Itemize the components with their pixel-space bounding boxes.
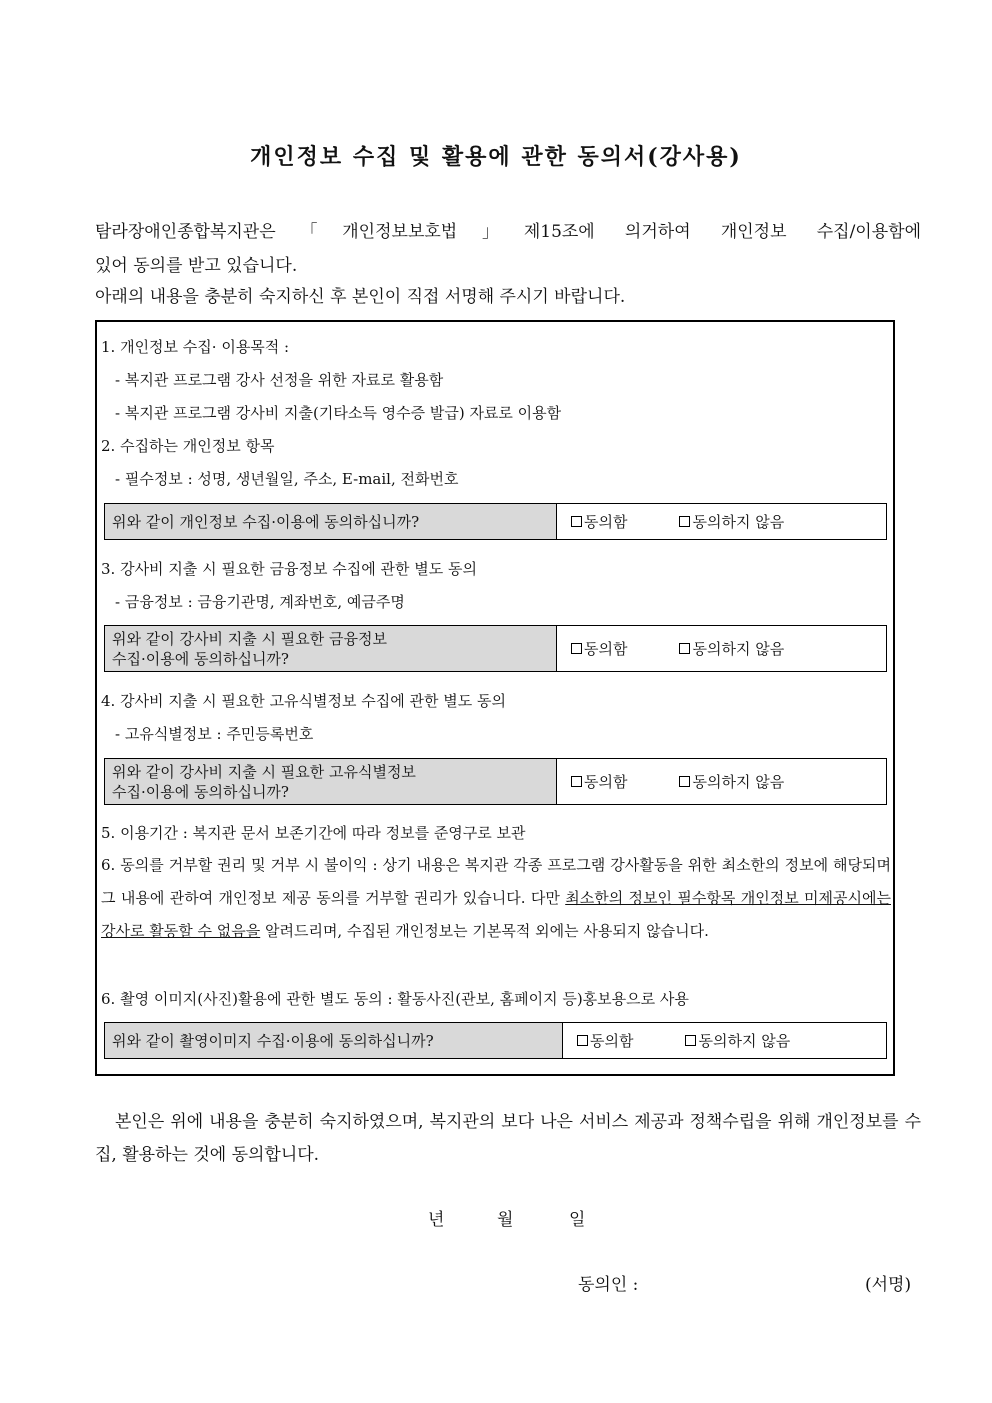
question-4-label: 위와 같이 촬영이미지 수집·이용에 동의하십니까?	[105, 1023, 563, 1058]
q1-disagree-checkbox[interactable]	[679, 511, 784, 532]
page-title: 개인정보 수집 및 활용에 관한 동의서(강사용)	[250, 144, 742, 170]
consent-box	[95, 320, 895, 1076]
section-6-text-2: 알려드리며, 수집된 개인정보는 기본목적 외에는 사용되지 않습니다.	[260, 922, 709, 940]
checkbox-icon	[685, 1035, 696, 1046]
q4-agree-checkbox[interactable]	[577, 1030, 633, 1051]
disagree-label: 동의하지 않음	[692, 640, 785, 658]
section-6b-title: 6. 촬영 이미지(사진)활용에 관한 별도 동의 : 활동사진(관보, 홈페이지 등)홍보용으로 사용	[101, 990, 689, 1008]
consent-question-1	[104, 503, 887, 540]
closing-statement: 본인은 위에 내용을 충분히 숙지하였으며, 복지관의 보다 나은 서비스 제공과 정책수립을 위해 개인정보를 수집, 활용하는 것에 동의합니다.	[95, 1112, 921, 1165]
section-3-item-1: - 금융정보 : 금융기관명, 계좌번호, 예금주명	[115, 593, 405, 611]
section-1-item-2: - 복지관 프로그램 강사비 지출(기타소득 영수증 발급) 자료로 이용함	[115, 404, 562, 422]
date-year: 년	[428, 1210, 445, 1230]
disagree-label: 동의하지 않음	[698, 1032, 791, 1050]
question-2-line-2: 수집·이용에 동의하십니까?	[112, 649, 289, 668]
checkbox-icon	[577, 1035, 588, 1046]
intro-line-3: 아래의 내용을 충분히 숙지하신 후 본인이 직접 서명해 주시기 바랍니다.	[95, 287, 626, 307]
q4-disagree-checkbox[interactable]	[685, 1030, 790, 1051]
question-2-label	[105, 626, 557, 671]
signer-label: 동의인 :	[578, 1275, 639, 1295]
section-2-item-1: - 필수정보 : 성명, 생년월일, 주소, E-mail, 전화번호	[115, 470, 459, 488]
disagree-label: 동의하지 않음	[692, 773, 785, 791]
date-month: 월	[497, 1210, 514, 1230]
section-1-item-1: - 복지관 프로그램 강사 선정을 위한 자료로 활용함	[115, 371, 444, 389]
q3-agree-checkbox[interactable]	[571, 771, 627, 792]
intro-line-2: 있어 동의를 받고 있습니다.	[95, 256, 298, 276]
agree-label: 동의함	[590, 1032, 634, 1050]
checkbox-icon	[679, 776, 690, 787]
consent-question-2	[104, 625, 887, 672]
agree-label: 동의함	[584, 773, 628, 791]
signature-label: (서명)	[865, 1275, 912, 1295]
question-3-line-1: 위와 같이 강사비 지출 시 필요한 고유식별정보	[112, 762, 416, 781]
checkbox-icon	[571, 516, 582, 527]
date-day: 일	[569, 1210, 586, 1230]
consent-question-3	[104, 758, 887, 805]
q3-disagree-checkbox[interactable]	[679, 771, 784, 792]
section-4-title: 4. 강사비 지출 시 필요한 고유식별정보 수집에 관한 별도 동의	[101, 692, 506, 710]
section-5: 5. 이용기간 : 복지관 문서 보존기간에 따라 정보를 준영구로 보관	[101, 824, 526, 842]
q2-disagree-checkbox[interactable]	[679, 638, 784, 659]
intro-line-1: 탐라장애인종합복지관은「개인정보보호법」제15조에 의거하여 개인정보 수집/이용함에	[95, 222, 921, 242]
agree-label: 동의함	[584, 513, 628, 531]
q2-agree-checkbox[interactable]	[571, 638, 627, 659]
question-2-line-1: 위와 같이 강사비 지출 시 필요한 금융정보	[112, 629, 387, 648]
agree-label: 동의함	[584, 640, 628, 658]
section-2-title: 2. 수집하는 개인정보 항목	[101, 437, 275, 455]
section-4-item-1: - 고유식별정보 : 주민등록번호	[115, 725, 314, 743]
checkbox-icon	[571, 643, 582, 654]
checkbox-icon	[679, 643, 690, 654]
question-3-line-2: 수집·이용에 동의하십니까?	[112, 782, 289, 801]
checkbox-icon	[679, 516, 690, 527]
section-6-paragraph	[101, 849, 891, 948]
q1-agree-checkbox[interactable]	[571, 511, 627, 532]
section-6-underlined: 최소한의 정보인 필수항목 개인정보 미제공시에는 강사로 활동할 수 없음을	[101, 889, 891, 940]
section-6-text-1: 6. 동의를 거부할 권리 및 거부 시 불이익 : 상기 내용은 복지관 각종 프로그램 강사활동을 위한 최소한의 정보에 해당되며 그 내용에 관하여 개인정보 제공 동의를 거부할 권리가 있습니다. 다만	[101, 856, 891, 907]
section-3-title: 3. 강사비 지출 시 필요한 금융정보 수집에 관한 별도 동의	[101, 560, 478, 578]
checkbox-icon	[571, 776, 582, 787]
consent-question-4	[104, 1022, 887, 1059]
disagree-label: 동의하지 않음	[692, 513, 785, 531]
question-1-label: 위와 같이 개인정보 수집·이용에 동의하십니까?	[105, 504, 557, 539]
section-1-title: 1. 개인정보 수집· 이용목적 :	[101, 338, 290, 356]
question-3-label	[105, 759, 557, 804]
